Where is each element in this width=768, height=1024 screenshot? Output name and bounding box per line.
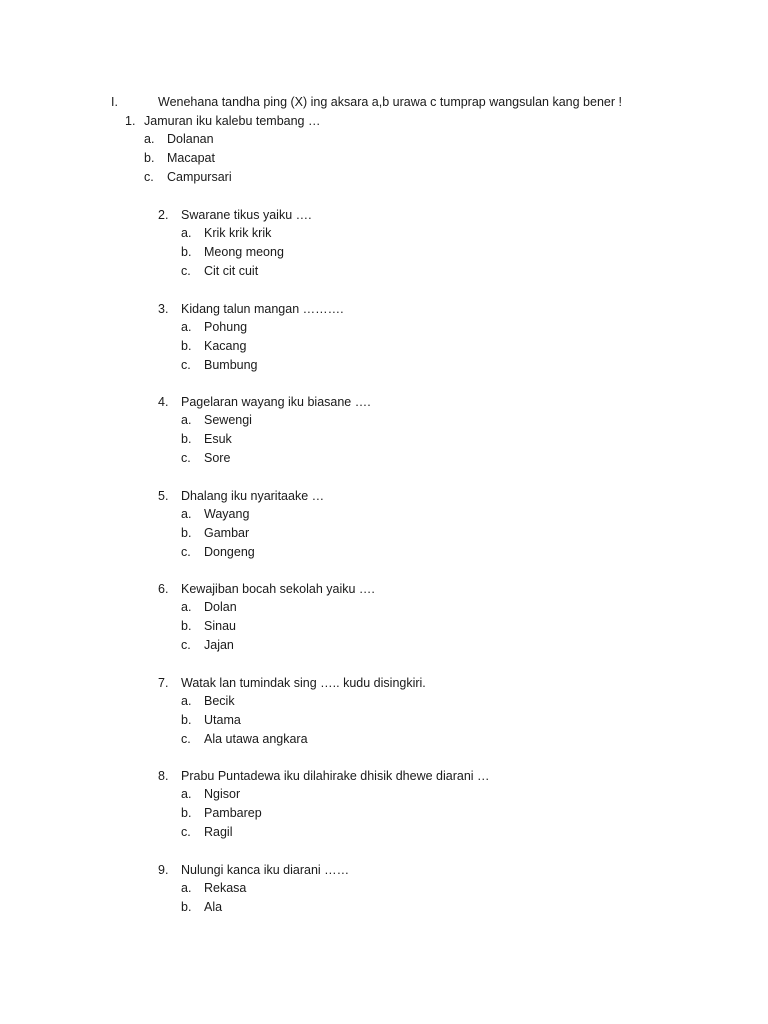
question-number: 3.: [158, 302, 169, 316]
option-letter: a.: [181, 787, 192, 801]
option-text: Sinau: [204, 619, 236, 633]
option-letter: a.: [144, 132, 155, 146]
option-letter: b.: [181, 339, 192, 353]
section-instruction: Wenehana tandha ping (X) ing aksara a,b urawa c tumprap wangsulan kang bener !: [158, 95, 622, 109]
option-letter: c.: [181, 451, 191, 465]
question-number: 5.: [158, 489, 169, 503]
question-number: 8.: [158, 769, 169, 783]
question-text: Kidang talun mangan ……….: [181, 302, 344, 316]
option-letter: b.: [181, 713, 192, 727]
option-text: Gambar: [204, 526, 250, 540]
option-letter: a.: [181, 413, 192, 427]
option-letter: a.: [181, 320, 192, 334]
question-number: 9.: [158, 863, 169, 877]
option-letter: a.: [181, 600, 192, 614]
option-text: Dolanan: [167, 132, 214, 146]
option-text: Pohung: [204, 320, 248, 334]
option-text: Jajan: [204, 638, 234, 652]
option-letter: c.: [181, 732, 191, 746]
option-text: Rekasa: [204, 881, 247, 895]
option-text: Ala: [204, 900, 223, 914]
option-letter: b.: [181, 526, 192, 540]
question-text: Watak lan tumindak sing ….. kudu disingkiri.: [181, 676, 426, 690]
option-text: Wayang: [204, 507, 250, 521]
option-text: Sore: [204, 451, 231, 465]
question-text: Nulungi kanca iku diarani ……: [181, 863, 350, 877]
option-text: Krik krik krik: [204, 226, 272, 240]
option-text: Cit cit cuit: [204, 264, 259, 278]
option-letter: a.: [181, 226, 192, 240]
option-letter: c.: [181, 264, 191, 278]
option-text: Ngisor: [204, 787, 241, 801]
option-text: Macapat: [167, 151, 215, 165]
option-text: Utama: [204, 713, 241, 727]
option-text: Meong meong: [204, 245, 284, 259]
option-letter: c.: [181, 825, 191, 839]
option-letter: a.: [181, 881, 192, 895]
option-letter: b.: [181, 245, 192, 259]
option-letter: a.: [181, 507, 192, 521]
question-text: Kewajiban bocah sekolah yaiku ….: [181, 582, 375, 596]
option-letter: b.: [144, 151, 155, 165]
question-number: 7.: [158, 676, 169, 690]
question-number: 4.: [158, 395, 169, 409]
question-text: Prabu Puntadewa iku dilahirake dhisik dhewe diarani …: [181, 769, 490, 783]
option-letter: b.: [181, 806, 192, 820]
question-text: Pagelaran wayang iku biasane ….: [181, 395, 371, 409]
option-letter: b.: [181, 432, 192, 446]
option-letter: c.: [144, 170, 154, 184]
section-numeral: I.: [111, 95, 118, 109]
option-letter: c.: [181, 358, 191, 372]
option-letter: c.: [181, 638, 191, 652]
option-letter: b.: [181, 619, 192, 633]
question-text: Jamuran iku kalebu tembang …: [144, 114, 321, 128]
option-text: Becik: [204, 694, 235, 708]
option-text: Esuk: [204, 432, 232, 446]
option-text: Campursari: [167, 170, 232, 184]
option-text: Dongeng: [204, 545, 255, 559]
question-number: 6.: [158, 582, 169, 596]
option-text: Kacang: [204, 339, 247, 353]
option-text: Dolan: [204, 600, 237, 614]
option-text: Pambarep: [204, 806, 262, 820]
question-number: 1.: [125, 114, 136, 128]
option-text: Bumbung: [204, 358, 258, 372]
question-number: 2.: [158, 208, 169, 222]
option-letter: c.: [181, 545, 191, 559]
question-text: Swarane tikus yaiku ….: [181, 208, 312, 222]
option-text: Ala utawa angkara: [204, 732, 308, 746]
question-text: Dhalang iku nyaritaake …: [181, 489, 325, 503]
option-text: Sewengi: [204, 413, 252, 427]
option-letter: a.: [181, 694, 192, 708]
option-letter: b.: [181, 900, 192, 914]
option-text: Ragil: [204, 825, 233, 839]
